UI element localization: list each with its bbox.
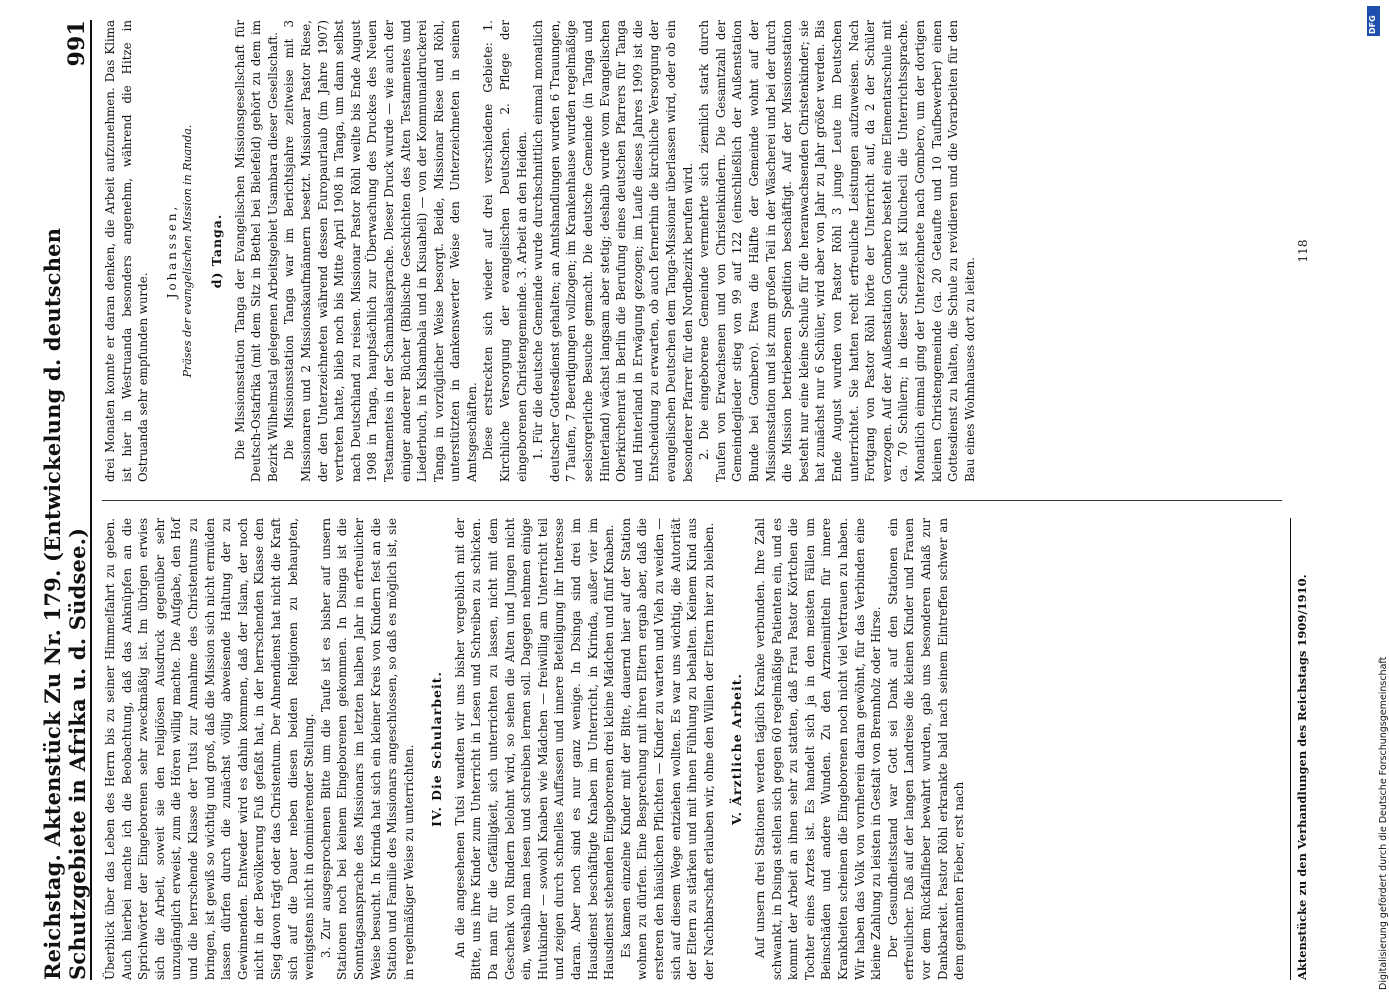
paragraph: 2. Die eingeborene Gemeinde vermehrte sich ziemlich stark durch Taufen von Erwachsenen und von Christenkindern. Die Gesamtzahl der Gemeindeglieder stieg von 99 auf 122 (einschließlich der Außenstation Bunde bei Gombero). Etwa die Hälfte der Gemeinde wohnt auf der Missionsstation und ist zum großen Teil in der Wäscherei und bei der durch die Mission betriebenen Spedition beschäftigt. Auf der Missionsstation besteht nur eine kleine Schule für die heranwachsenden Christenkinder; sie hat zunächst nur 6 Schüler, wird aber von Jahr zu Jahr größer werden. Bis Ende August wurden von Pastor Röhl 3 junge Leute im Deutschen unterrichtet. Sie hatten recht erfreuliche Leistungen aufzuweisen. Nach Fortgang von Pastor Röhl hörte der Unterricht auf, da 2 der Schüler verzogen. Auf der Außenstation Gombero besteht eine Elementarschule mit ca. 70 Schülern; in dieser Schule ist Kiluchecli die Unterrichtssprache. Monatlich einmal ging der Unterzeichnete nach Gombero, um der dortigen kleinen Christengemeinde (ca. 20 Getaufte und 10 Taufbewerber) einen Gottesdienst zu halten, die Schule zu revidieren und die Vorarbeiten für den Bau eines Wohnhauses dort zu leiten. <box>697 20 977 482</box>
left-column <box>102 518 1284 980</box>
paragraph: Diese erstreckten sich wieder auf drei verschiedene Gebiete: 1. Kirchliche Versorgung der evangelischen Deutschen. 2. Pflege der eingeborenen Christengemeinde. 3. Arbeit an den Heiden. <box>481 20 529 482</box>
paragraph: drei Monaten konnte er daran denken, die Arbeit aufzunehmen. Das Klima ist hier in Westruanda besonders angenehm, während die Hitze in Ostruanda sehr empfunden wurde. <box>103 20 151 482</box>
section-heading-tanga: d) Tanga. <box>208 213 224 289</box>
paragraph: Es kamen einzelne Kinder mit der Bitte, dauernd hier auf der Station wohnen zu dürfen. Eine Besprechung mit ihren Eltern ergab aber, daß die ersteren den häuslichen Pflichten — Kinder zu warten und Vieh zu weiden — sich auf diesem Wege entziehen wollten. Es war uns wichtig, die Autorität der Eltern zu stärken und mit ihnen Fühlung zu behalten. Keinem Kind aus der Nachbarschaft erlauben wir, ohne den Willen der Eltern hier zu bleiben. <box>618 518 716 980</box>
dfg-logo-text: DFG <box>1368 15 1377 34</box>
paragraph: 3. Zur ausgesprochenen Bitte um die Taufe ist es bisher auf unsern Stationen noch bei keinem Eingeborenen gekommen. In Dsinga ist die Sonntagsansprache des Missionars im letzten halben Jahr in erfreulicher Weise besucht. In Kirinda hat sich ein kleiner Kreis von Kindern fest an die Station und Familie des Missionars angeschlossen, so daß es möglich ist, sie in regelmäßiger Weise zu unterrichten. <box>318 518 416 980</box>
page-number: 991 <box>64 20 90 67</box>
digitization-note <box>1356 0 1389 1000</box>
section-heading-school: IV. Die Schularbeit. <box>429 671 445 827</box>
column-divider <box>102 500 1282 501</box>
paragraph: Der Gesundheitsstand war Gott sei Dank auf den Stationen ein erfreulicher. Daß auf der langen Landreise die kleinen Kinder und Frauen vor dem Rückfallfieber bewahrt wurden, gab uns besonderen Anlaß zur Dankbarkeit. Pastor Röhl erkrankte bald nach seinem Eintreffen schwer an dem genannten Fieber, erst nach <box>885 518 967 980</box>
footer-page-number: 118 <box>1296 239 1310 263</box>
paragraph: Auf unsern drei Stationen werden täglich Kranke verbunden. Ihre Zahl schwankt, in Dsinga stellen sich gegen 60 regelmäßige Patienten ein, und es kommt der Arbeit an ihnen sehr zu statten, daß Frau Pastor Körtchen die Tochter eines Arztes ist. Es handelt sich ja in den meisten Fällen um Beinschäden und andere Wunden. Zu den Arzneimitteln für innere Krankheiten scheinen die Eingeborenen noch nicht viel Vertrauen zu haben. Wir haben das Volk von vornherein daran gewöhnt, für das Verbinden eine kleine Zahlung zu leisten in Gestalt von Brennholz oder Hirse. <box>752 518 884 980</box>
paragraph: Überblick über das Leben des Herrn bis zu seiner Himmelfahrt zu geben. Auch hierbei machte ich die Beobachtung, daß das Anknüpfen an die Sprichwörter der Eingeborenen sehr zweckmäßig ist. Im übrigen erwies sich die Arbeit, soweit sie den religiösen Ausdruck gegenüber sehr unzugänglich erweist, zum die Hören willig machte. Die Aufgabe, den Hof und die herrschende Klasse der Tutsi zur Annahme des Christentums zu bringen, ist gewiß so wichtig und groß, daß die Mission sich nicht ermüden lassen dürfen durch die zunächst völlig abweisende Haltung der zu Gewinnenden. Entweder wird es dahin kommen, daß der Islam, der noch nicht in der Bevölkerung Fuß gefaßt hat, in der herrschenden Klasse den Sieg davon trägt oder das Christentum. Der Ahnendienst hat nicht die Kraft sich auf die Dauer neben diesen beiden Religionen zu behaupten, wenigstens nicht in dominierender Stellung. <box>103 518 317 980</box>
signature: Johanssen, <box>164 203 179 299</box>
paragraph: 1. Für die deutsche Gemeinde wurde durchschnittlich einmal monatlich deutscher Gottesdienst gehalten; an Amtshandlungen wurden 6 Trauungen, 7 Taufen, 7 Beerdigungen vollzogen; im Krankenhause wurden regelmäßige seelsorgerliche Besuche gemacht. Die deutsche Gemeinde (in Tanga und Hinterland) wächst langsam aber stetig; deshalb wurde vom Evangelischen Oberkirchenrat in Berlin die Berufung eines deutschen Pfarrers für Tanga und Hinterland in Erwägung gezogen; im Laufe dieses Jahres 1909 ist die Entscheidung zu erwarten, ob auch fernerhin die kirchliche Versorgung der evangelischen Deutschen dem Tanga-Missionar überlassen wird, oder ob ein besonderer Pfarrer für den Nordbezirk berufen wird. <box>531 20 695 482</box>
page-header <box>40 20 92 980</box>
paragraph: An die angesehenen Tutsi wandten wir uns bisher vergeblich mit der Bitte, uns ihre Kinder zum Unterricht in Lesen und Schreiben zu schicken. Da man für die Gefälligkeit, sich unterrichten zu lassen, nicht mit dem Geschenk von Rindern belohnt wird, so sehen die Alten und Jungen nicht ein, weshalb man lesen und schreiben lernen soll. Dagegen nehmen einige Hutukinder — sowohl Knaben wie Mädchen — freiwillig am Unterricht teil und zeigen durch schnelles Auffassen und innere Beteiligung ihr Interesse daran. Aber noch sind es nur ganz wenige. In Dsinga sind drei im Hausdienst beschäftigte Knaben im Unterricht, in Kirinda, außer vier im Hausdienst stehenden Eingeborenen drei kleine Mädchen und fünf Knaben. <box>452 518 617 980</box>
dfg-logo <box>1367 6 1380 36</box>
header-title: Reichstag. Aktenstück Zu Nr. 179. (Entwickelung d. deutschen Schutzgebiete in Afrika u. d. Südsee.) <box>40 227 90 980</box>
section-heading-medical: V. Ärztliche Arbeit. <box>729 673 745 825</box>
paragraph: Die Missionsstation Tanga war im Berichtsjahre zeitweise mit 3 Missionaren und 2 Missionskaufmännern besetzt. Missionar Pastor Riese, der den Unterzeichneten während dessen Europaurlaub (im Jahre 1907) vertreten hatte, blieb noch bis Mitte April 1908 in Tanga, um dann selbst nach Deutschland zu reisen. Missionar Pastor Röhl weilte bis Ende August 1908 in Tanga, hauptsächlich zur Überwachung des Druckes des Neuen Testamentes in der Schambalasprache. Dieser Druck wurde — wie auch der einiger anderer Bücher (Biblische Geschichten des Alten Testamentes und Liederbuch, in Kishambala und in Kisuaheli) — von der Kommunaldruckerei Tanga in vorzüglicher Weise besorgt. Beide, Missionar Riese und Röhl, unterstützten in dankenswerter Weise den Unterzeichneten in seinen Amtsgeschäften. <box>282 20 479 482</box>
paragraph: Die Missionsstation Tanga der Evangelischen Missionsgesellschaft für Deutsch-Ostafrika (mit dem Sitz in Bethel bei Bielefeld) gehört zu dem im Bezirk Wilhelmstal gelegenen Arbeitsgebiet Usambara dieser Gesellschaft. <box>232 20 280 482</box>
right-column <box>102 20 1284 482</box>
footer-source: Aktenstücke zu den Verhandlungen des Reichstags 1909/1910. <box>1290 518 1309 980</box>
signature-title: Präses der evangelischen Mission in Ruanda. <box>181 124 195 378</box>
digitization-note-text: Digitalisierung gefördert durch die Deutsche Forschungsgemeinschaft <box>1378 656 1389 990</box>
